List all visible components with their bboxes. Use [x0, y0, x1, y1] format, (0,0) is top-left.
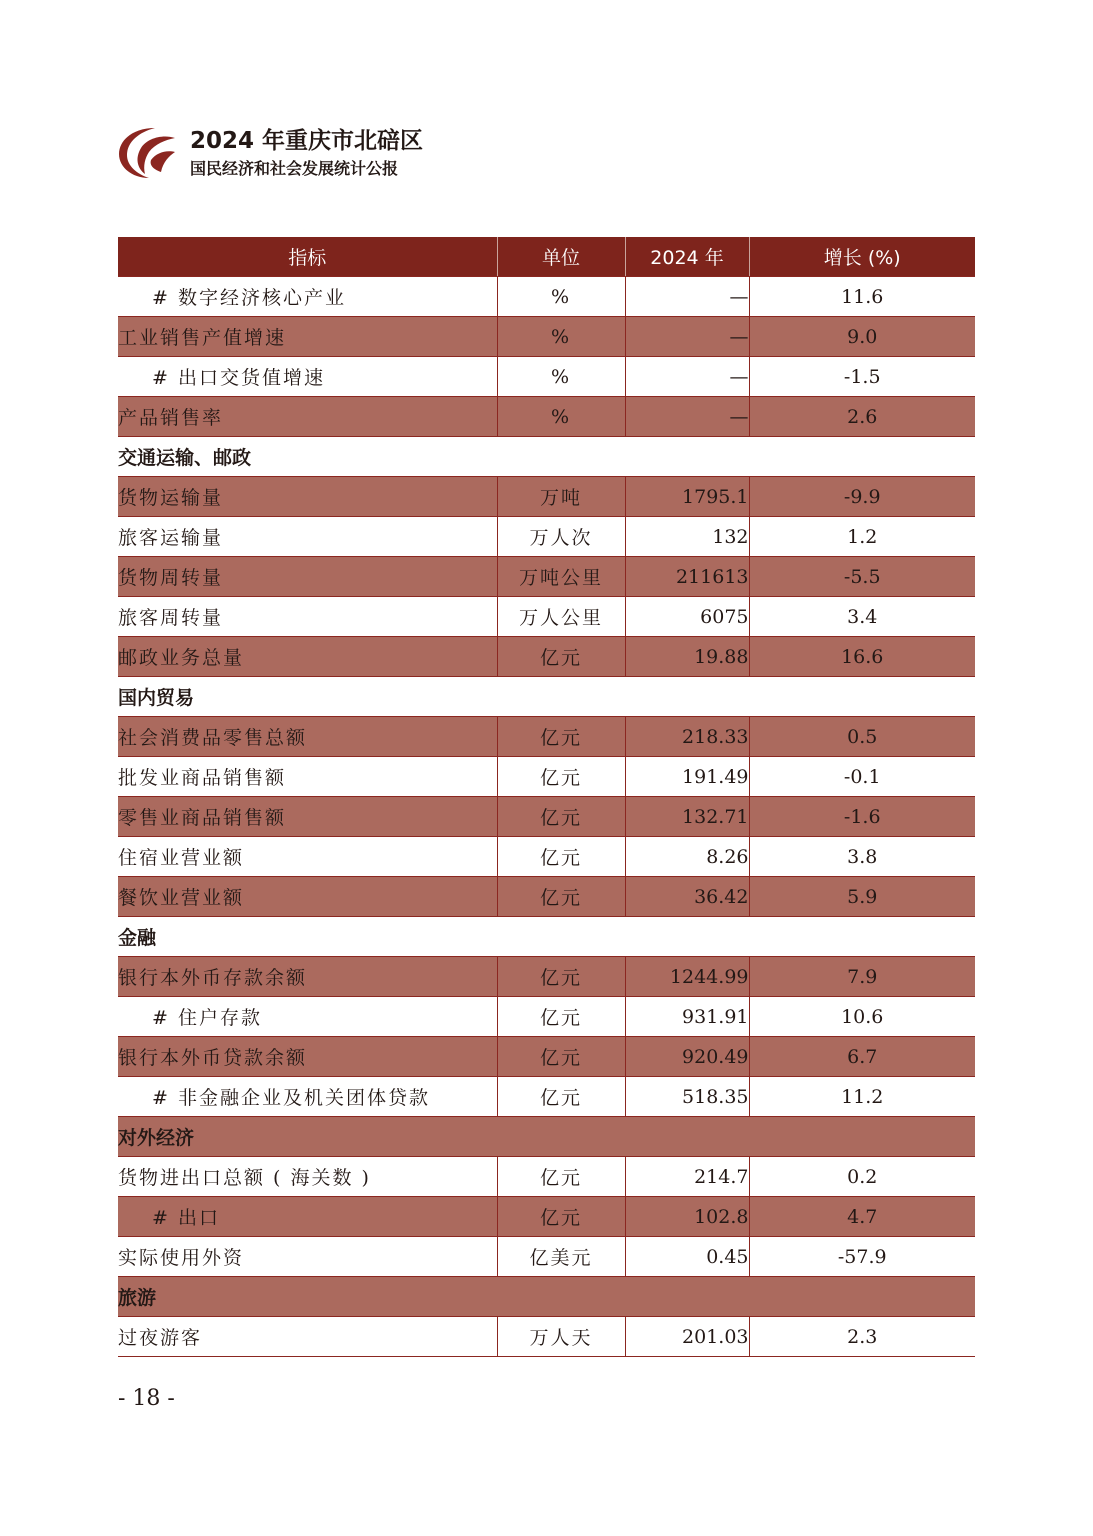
column-header-growth: 增长 (%) — [749, 237, 975, 277]
table-row — [118, 1237, 975, 1277]
unit-cell: 亿美元 — [497, 1237, 625, 1277]
table-row — [118, 1037, 975, 1077]
section-row — [118, 917, 975, 957]
table-row — [118, 397, 975, 437]
growth-cell: 6.7 — [749, 1037, 975, 1077]
page-number: - 18 - — [118, 1386, 175, 1411]
value-cell: 191.49 — [625, 757, 749, 797]
growth-cell: 2.3 — [749, 1317, 975, 1357]
report-subtitle: 国民经济和社会发展统计公报 — [190, 159, 399, 178]
value-cell: 132.71 — [625, 797, 749, 837]
table-row — [118, 357, 975, 397]
indicator-cell: 货物周转量 — [118, 557, 497, 597]
table-row — [118, 1157, 975, 1197]
growth-cell: 0.5 — [749, 717, 975, 757]
value-cell: 36.42 — [625, 877, 749, 917]
value-cell: 518.35 — [625, 1077, 749, 1117]
unit-cell: % — [497, 357, 625, 397]
table-header-row — [118, 237, 975, 277]
indicator-cell: 过夜游客 — [118, 1317, 497, 1357]
table-row — [118, 1317, 975, 1357]
unit-cell: 亿元 — [497, 1077, 625, 1117]
table-row — [118, 517, 975, 557]
table-row — [118, 317, 975, 357]
table-row — [118, 797, 975, 837]
indicator-cell: 社会消费品零售总额 — [118, 717, 497, 757]
growth-cell: 9.0 — [749, 317, 975, 357]
value-cell: — — [625, 317, 749, 357]
table-row — [118, 717, 975, 757]
statistics-table — [118, 237, 975, 1357]
unit-cell: 万人天 — [497, 1317, 625, 1357]
table-body — [118, 277, 975, 1357]
growth-cell: 3.4 — [749, 597, 975, 637]
section-label: 金融 — [118, 917, 975, 957]
unit-cell: % — [497, 397, 625, 437]
table-row — [118, 477, 975, 517]
indicator-cell: 邮政业务总量 — [118, 637, 497, 677]
table-row — [118, 557, 975, 597]
growth-cell: 1.2 — [749, 517, 975, 557]
growth-cell: -1.5 — [749, 357, 975, 397]
indicator-cell: 批发业商品销售额 — [118, 757, 497, 797]
indicator-cell: 银行本外币贷款余额 — [118, 1037, 497, 1077]
growth-cell: -0.1 — [749, 757, 975, 797]
indicator-cell: 零售业商品销售额 — [118, 797, 497, 837]
column-header-indicator: 指标 — [118, 237, 497, 277]
unit-cell: 亿元 — [497, 797, 625, 837]
statistics-bureau-logo-icon — [115, 122, 179, 182]
section-row — [118, 437, 975, 477]
unit-cell: 万人公里 — [497, 597, 625, 637]
growth-cell: 4.7 — [749, 1197, 975, 1237]
value-cell: 102.8 — [625, 1197, 749, 1237]
unit-cell: 亿元 — [497, 757, 625, 797]
indicator-cell: 银行本外币存款余额 — [118, 957, 497, 997]
indicator-cell: # 出口交货值增速 — [118, 357, 497, 397]
unit-cell: 万吨 — [497, 477, 625, 517]
growth-cell: 16.6 — [749, 637, 975, 677]
section-row — [118, 1277, 975, 1317]
table-row — [118, 597, 975, 637]
section-row — [118, 677, 975, 717]
unit-cell: 亿元 — [497, 957, 625, 997]
value-cell: 1244.99 — [625, 957, 749, 997]
section-row — [118, 1117, 975, 1157]
value-cell: 211613 — [625, 557, 749, 597]
growth-cell: -1.6 — [749, 797, 975, 837]
value-cell: 0.45 — [625, 1237, 749, 1277]
table-row — [118, 997, 975, 1037]
unit-cell: 亿元 — [497, 837, 625, 877]
growth-cell: -5.5 — [749, 557, 975, 597]
unit-cell: 亿元 — [497, 637, 625, 677]
indicator-cell: 旅客运输量 — [118, 517, 497, 557]
growth-cell: 7.9 — [749, 957, 975, 997]
indicator-cell: # 出口 — [118, 1197, 497, 1237]
indicator-cell: 货物进出口总额 ( 海关数 ) — [118, 1157, 497, 1197]
indicator-cell: 实际使用外资 — [118, 1237, 497, 1277]
growth-cell: 0.2 — [749, 1157, 975, 1197]
column-header-unit: 单位 — [497, 237, 625, 277]
value-cell: 214.7 — [625, 1157, 749, 1197]
value-cell: 218.33 — [625, 717, 749, 757]
unit-cell: 亿元 — [497, 877, 625, 917]
value-cell: — — [625, 357, 749, 397]
section-label: 对外经济 — [118, 1117, 975, 1157]
table-row — [118, 637, 975, 677]
section-label: 交通运输、邮政 — [118, 437, 975, 477]
growth-cell: 11.6 — [749, 277, 975, 317]
indicator-cell: # 住户存款 — [118, 997, 497, 1037]
growth-cell: 10.6 — [749, 997, 975, 1037]
indicator-cell: # 非金融企业及机关团体贷款 — [118, 1077, 497, 1117]
indicator-cell: 旅客周转量 — [118, 597, 497, 637]
table-row — [118, 757, 975, 797]
unit-cell: 亿元 — [497, 1037, 625, 1077]
unit-cell: 亿元 — [497, 1197, 625, 1237]
value-cell: 1795.1 — [625, 477, 749, 517]
growth-cell: -9.9 — [749, 477, 975, 517]
indicator-cell: 产品销售率 — [118, 397, 497, 437]
column-header-year: 2024 年 — [625, 237, 749, 277]
growth-cell: 3.8 — [749, 837, 975, 877]
report-title: 2024 年重庆市北碚区 — [190, 128, 424, 154]
table-row — [118, 837, 975, 877]
table-row — [118, 277, 975, 317]
indicator-cell: 货物运输量 — [118, 477, 497, 517]
indicator-cell: 工业销售产值增速 — [118, 317, 497, 357]
unit-cell: 万吨公里 — [497, 557, 625, 597]
growth-cell: 11.2 — [749, 1077, 975, 1117]
table-row — [118, 1077, 975, 1117]
value-cell: 201.03 — [625, 1317, 749, 1357]
unit-cell: 亿元 — [497, 997, 625, 1037]
value-cell: 931.91 — [625, 997, 749, 1037]
value-cell: — — [625, 397, 749, 437]
value-cell: — — [625, 277, 749, 317]
indicator-cell: # 数字经济核心产业 — [118, 277, 497, 317]
value-cell: 6075 — [625, 597, 749, 637]
indicator-cell: 餐饮业营业额 — [118, 877, 497, 917]
section-label: 国内贸易 — [118, 677, 975, 717]
value-cell: 19.88 — [625, 637, 749, 677]
unit-cell: 亿元 — [497, 717, 625, 757]
unit-cell: 万人次 — [497, 517, 625, 557]
growth-cell: 2.6 — [749, 397, 975, 437]
value-cell: 8.26 — [625, 837, 749, 877]
unit-cell: 亿元 — [497, 1157, 625, 1197]
unit-cell: % — [497, 277, 625, 317]
table-row — [118, 957, 975, 997]
indicator-cell: 住宿业营业额 — [118, 837, 497, 877]
value-cell: 132 — [625, 517, 749, 557]
value-cell: 920.49 — [625, 1037, 749, 1077]
table-row — [118, 877, 975, 917]
section-label: 旅游 — [118, 1277, 975, 1317]
growth-cell: 5.9 — [749, 877, 975, 917]
growth-cell: -57.9 — [749, 1237, 975, 1277]
unit-cell: % — [497, 317, 625, 357]
table-row — [118, 1197, 975, 1237]
